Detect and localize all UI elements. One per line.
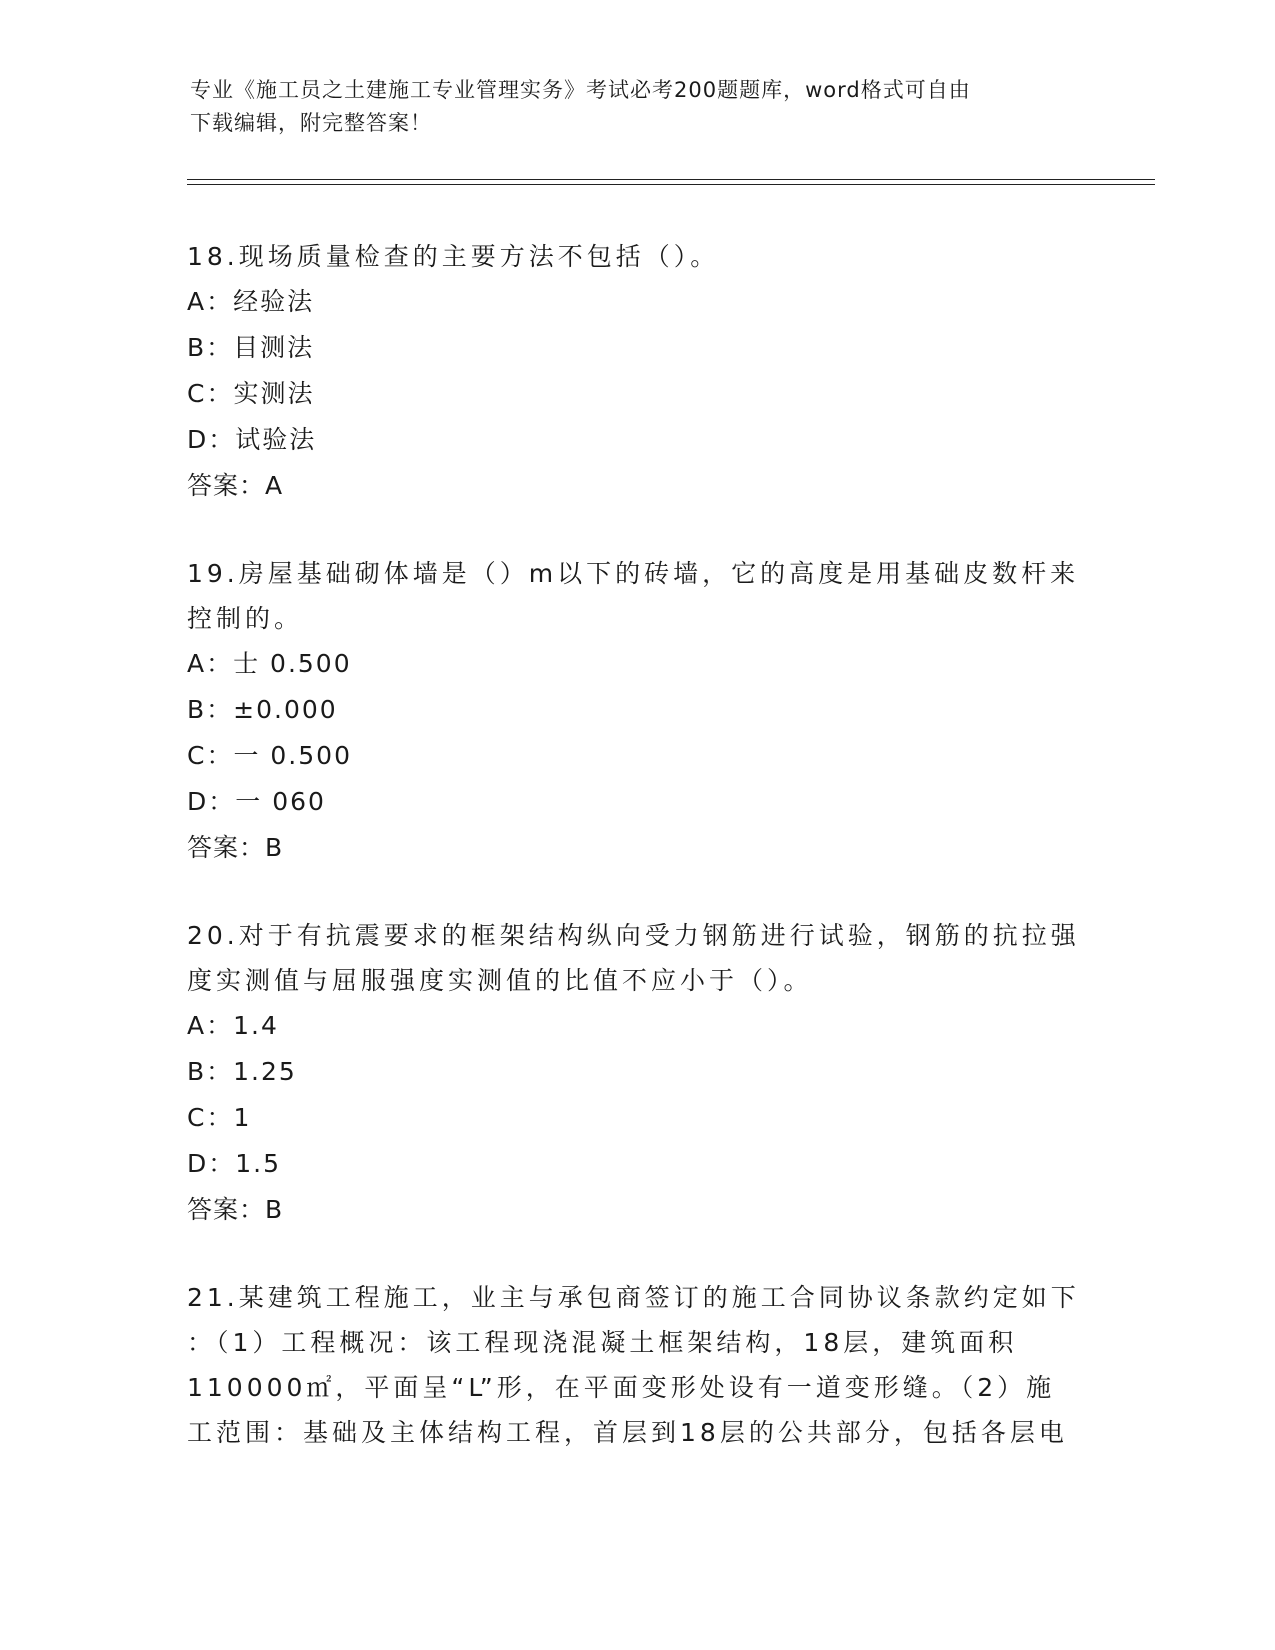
option-c: C：实测法 xyxy=(187,379,315,408)
option-b: B：±0.000 xyxy=(187,695,338,724)
question-text-line: 度实测值与屈服强度实测值的比值不应小于（）。 xyxy=(187,966,813,995)
question-19 xyxy=(187,551,1087,871)
option-d: D：一 060 xyxy=(187,787,326,816)
answer-line: 答案：B xyxy=(187,1195,284,1224)
option-b: B：1.25 xyxy=(187,1057,297,1086)
option-a: A：士 0.500 xyxy=(187,649,352,678)
question-text-line: 18.现场质量检查的主要方法不包括（）。 xyxy=(187,242,720,271)
header-line-2: 下载编辑，附完整答案！ xyxy=(190,111,432,135)
header-divider-top xyxy=(187,179,1155,180)
question-text-line: 工范围：基础及主体结构工程，首层到18层的公共部分，包括各层电 xyxy=(187,1418,1068,1447)
option-a: A：1.4 xyxy=(187,1011,279,1040)
option-c: C：1 xyxy=(187,1103,252,1132)
answer-line: 答案：A xyxy=(187,471,284,500)
answer-line: 答案：B xyxy=(187,833,284,862)
question-18 xyxy=(187,234,1087,509)
option-b: B：目测法 xyxy=(187,333,315,362)
option-d: D：1.5 xyxy=(187,1149,282,1178)
question-text-line: ：（1）工程概况：该工程现浇混凝土框架结构，18层，建筑面积 xyxy=(187,1328,1018,1357)
question-text-line: 19.房屋基础砌体墙是（）m以下的砖墙，它的高度是用基础皮数杆来 xyxy=(187,559,1080,588)
question-text-line: 20.对于有抗震要求的框架结构纵向受力钢筋进行试验，钢筋的抗拉强 xyxy=(187,921,1080,950)
question-20 xyxy=(187,913,1087,1233)
question-text-line: 控制的。 xyxy=(187,604,304,633)
question-21 xyxy=(187,1275,1087,1455)
document-header xyxy=(190,74,1090,140)
question-text-line: 110000㎡，平面呈“L”形，在平面变形处设有一道变形缝。（2）施 xyxy=(187,1373,1056,1402)
option-d: D：试验法 xyxy=(187,425,317,454)
question-list xyxy=(187,234,1087,1497)
header-line-1: 专业《施工员之土建施工专业管理实务》考试必考200题题库，word格式可自由 xyxy=(190,78,971,102)
question-text-line: 21.某建筑工程施工，业主与承包商签订的施工合同协议条款约定如下 xyxy=(187,1283,1080,1312)
header-divider-bottom xyxy=(187,184,1155,185)
option-a: A：经验法 xyxy=(187,287,315,316)
option-c: C：一 0.500 xyxy=(187,741,352,770)
